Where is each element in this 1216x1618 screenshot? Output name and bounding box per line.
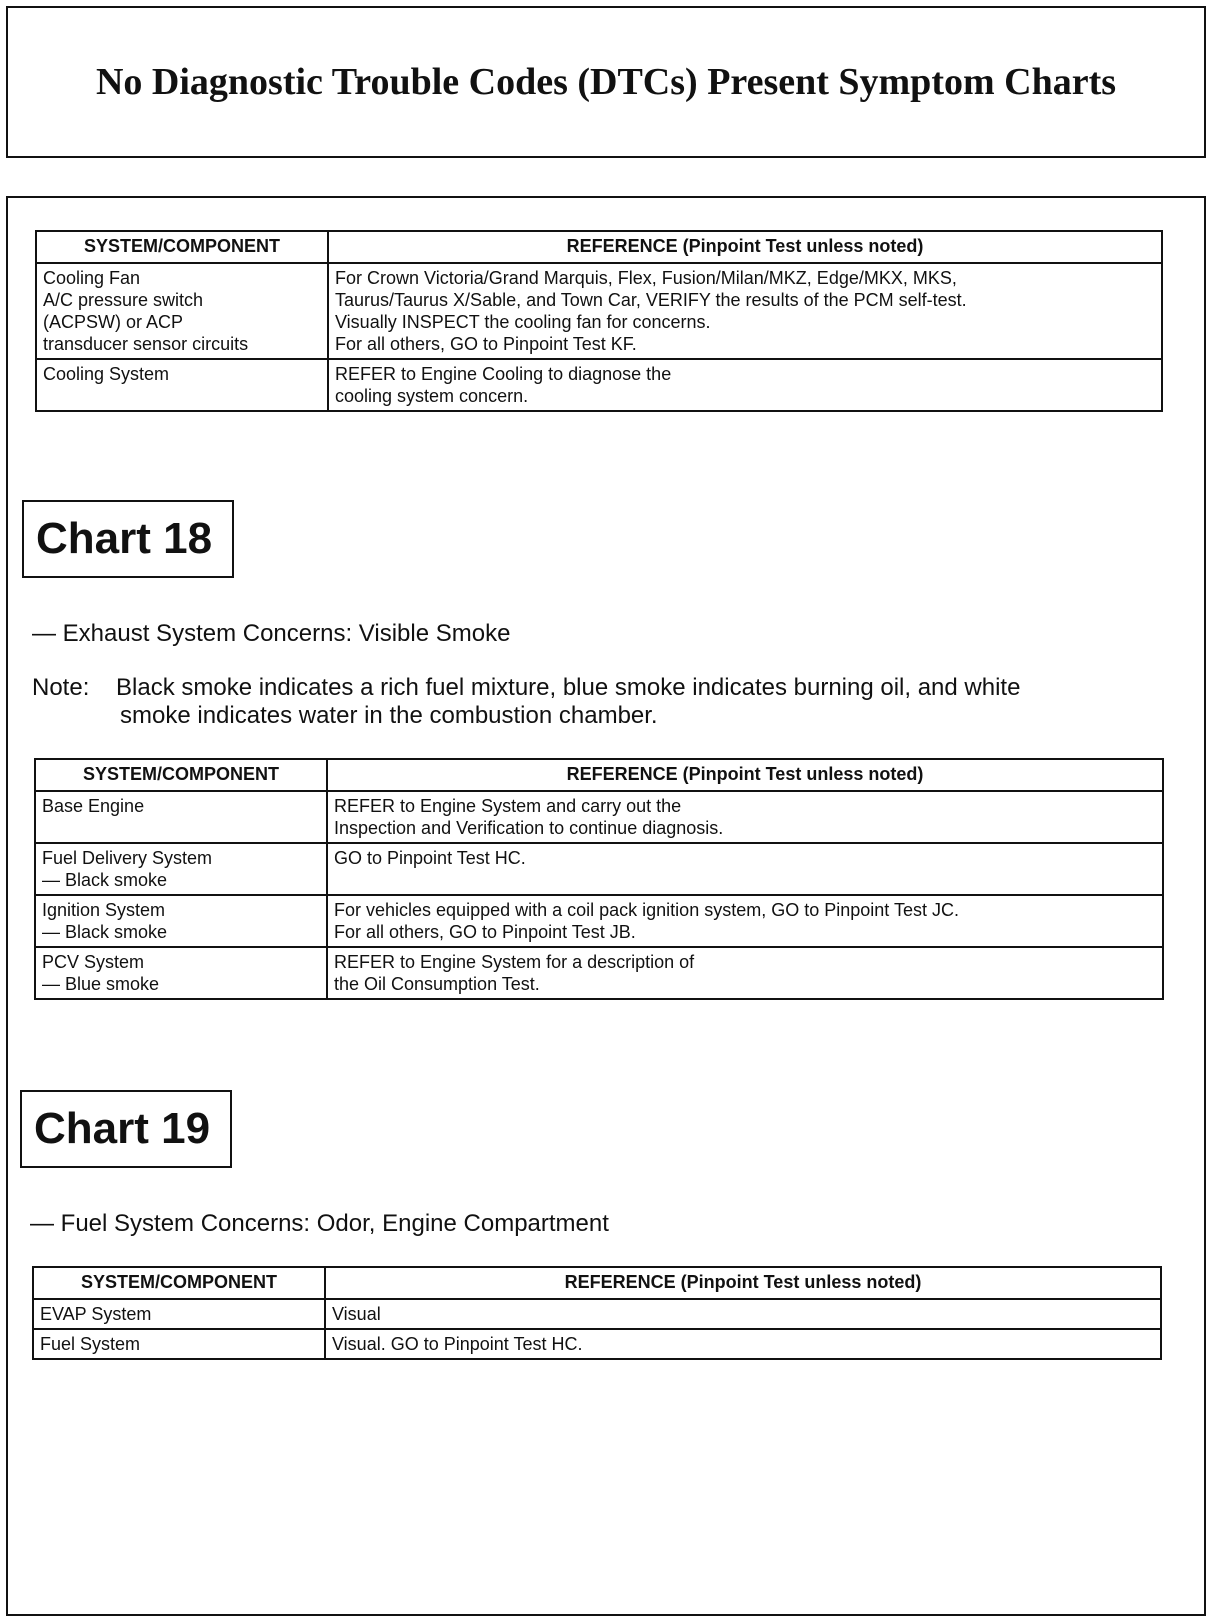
table-row <box>35 947 1163 999</box>
reference-line: For Crown Victoria/Grand Marquis, Flex, Fusion/Milan/MKZ, Edge/MKX, MKS, <box>335 268 957 288</box>
table-row <box>35 895 1163 947</box>
reference-line: Visual. GO to Pinpoint Test HC. <box>332 1334 583 1354</box>
table-header-row <box>36 231 1162 263</box>
component-line: EVAP System <box>40 1304 152 1324</box>
component-line: Fuel System <box>40 1334 141 1354</box>
table-row <box>36 263 1162 359</box>
reference-cell <box>327 895 1163 947</box>
reference-line: the Oil Consumption Test. <box>334 974 540 994</box>
reference-line: REFER to Engine System for a description of <box>334 952 695 972</box>
component-cell <box>35 895 327 947</box>
column-header-reference: REFERENCE (Pinpoint Test unless noted) <box>325 1267 1161 1299</box>
reference-line: Taurus/Taurus X/Sable, and Town Car, VERIFY the results of the PCM self-test. <box>335 290 967 310</box>
chart-19-subhead: — Fuel System Concerns: Odor, Engine Compartment <box>30 1210 609 1237</box>
table-row <box>36 359 1162 411</box>
reference-line: GO to Pinpoint Test HC. <box>334 848 526 868</box>
reference-line: For all others, GO to Pinpoint Test JB. <box>334 922 636 942</box>
chart-18-label: Chart 18 <box>22 500 234 578</box>
reference-cell <box>325 1299 1161 1329</box>
chart-19-label: Chart 19 <box>20 1090 232 1168</box>
component-line: (ACPSW) or ACP <box>43 312 184 332</box>
page-title: No Diagnostic Trouble Codes (DTCs) Present Symptom Charts <box>95 61 1117 103</box>
fuel-odor-reference-table <box>32 1266 1162 1360</box>
column-header-system: SYSTEM/COMPONENT <box>35 759 327 791</box>
exhaust-smoke-reference-table <box>34 758 1164 1000</box>
column-header-system: SYSTEM/COMPONENT <box>33 1267 325 1299</box>
reference-line: For all others, GO to Pinpoint Test KF. <box>335 334 637 354</box>
component-cell <box>35 947 327 999</box>
table-row <box>35 791 1163 843</box>
component-line: A/C pressure switch <box>43 290 204 310</box>
component-cell <box>33 1329 325 1359</box>
component-cell <box>35 843 327 895</box>
table-row <box>35 843 1163 895</box>
note-text-line: Black smoke indicates a rich fuel mixture, blue smoke indicates burning oil, and white <box>116 674 1021 701</box>
column-header-reference: REFERENCE (Pinpoint Test unless noted) <box>327 759 1163 791</box>
component-line: transducer sensor circuits <box>43 334 249 354</box>
reference-line: For vehicles equipped with a coil pack ignition system, GO to Pinpoint Test JC. <box>334 900 959 920</box>
component-cell <box>35 791 327 843</box>
component-cell <box>36 359 328 411</box>
chart-18-note <box>32 674 1132 730</box>
component-line: — Black smoke <box>42 870 168 890</box>
reference-line: Visual <box>332 1304 381 1324</box>
component-line: — Blue smoke <box>42 974 160 994</box>
table-header-row <box>33 1267 1161 1299</box>
reference-cell <box>328 359 1162 411</box>
table-row <box>33 1329 1161 1359</box>
note-text-line: smoke indicates water in the combustion chamber. <box>120 702 658 729</box>
cooling-reference-table <box>35 230 1163 412</box>
column-header-reference: REFERENCE (Pinpoint Test unless noted) <box>328 231 1162 263</box>
column-header-system: SYSTEM/COMPONENT <box>36 231 328 263</box>
reference-line: cooling system concern. <box>335 386 529 406</box>
reference-cell <box>325 1329 1161 1359</box>
reference-cell <box>327 843 1163 895</box>
component-cell <box>36 263 328 359</box>
title-box <box>6 6 1206 158</box>
content-box <box>6 196 1206 1616</box>
reference-line: REFER to Engine System and carry out the <box>334 796 682 816</box>
reference-cell <box>327 791 1163 843</box>
note-label: Note: <box>32 674 90 701</box>
reference-line: Inspection and Verification to continue diagnosis. <box>334 818 724 838</box>
component-line: — Black smoke <box>42 922 168 942</box>
component-line: Cooling Fan <box>43 268 141 288</box>
reference-cell <box>327 947 1163 999</box>
reference-cell <box>328 263 1162 359</box>
table-header-row <box>35 759 1163 791</box>
component-line: Fuel Delivery System <box>42 848 213 868</box>
chart-18-subhead: — Exhaust System Concerns: Visible Smoke <box>32 620 511 647</box>
component-line: PCV System <box>42 952 145 972</box>
component-cell <box>33 1299 325 1329</box>
component-line: Base Engine <box>42 796 145 816</box>
table-row <box>33 1299 1161 1329</box>
reference-line: Visually INSPECT the cooling fan for concerns. <box>335 312 711 332</box>
reference-line: REFER to Engine Cooling to diagnose the <box>335 364 672 384</box>
component-line: Cooling System <box>43 364 170 384</box>
component-line: Ignition System <box>42 900 166 920</box>
